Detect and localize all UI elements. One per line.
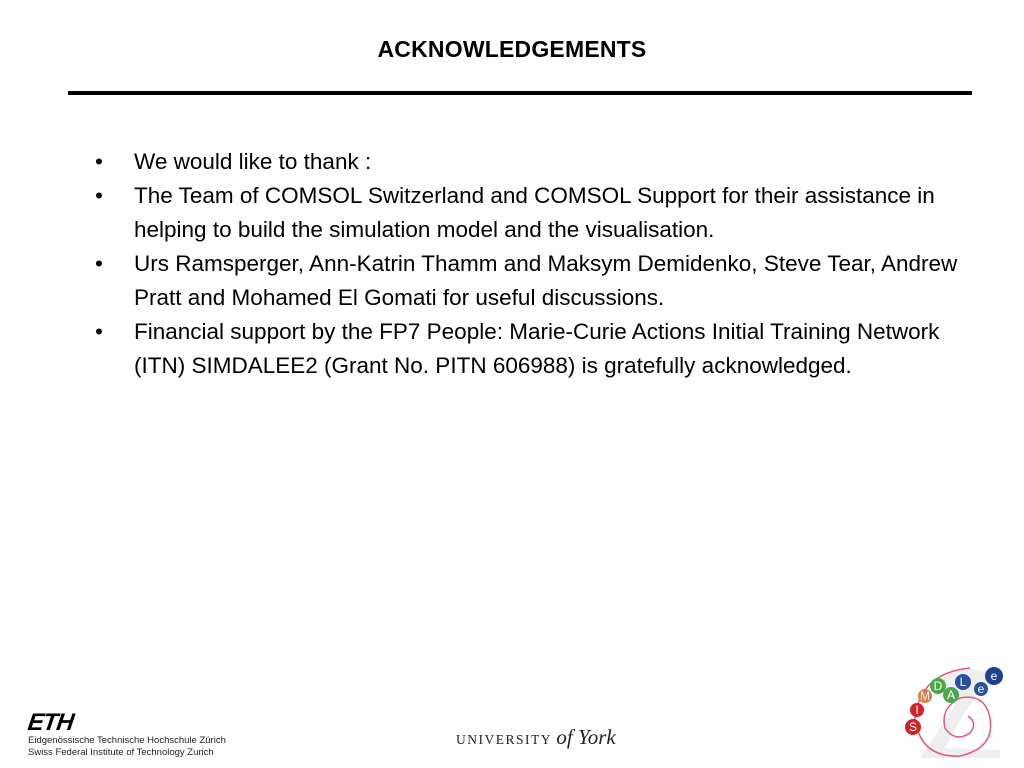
list-item (95, 247, 995, 315)
eth-logo (26, 709, 226, 759)
eth-name-de: Eidgenössische Technische Hochschule Zürich (28, 735, 226, 746)
svg-text:S: S (908, 720, 918, 734)
list-item (95, 145, 995, 179)
university-of-york-logo (456, 725, 616, 750)
svg-text:I: I (915, 703, 919, 717)
york-script-text: of York (556, 725, 616, 749)
acknowledgement-list (95, 145, 995, 383)
page-title: ACKNOWLEDGEMENTS (377, 36, 647, 62)
eth-mark: ETH (26, 709, 75, 736)
simdalee-logo (900, 658, 1015, 766)
list-item-text: The Team of COMSOL Switzerland and COMSOL Support for their assistance in helping to build the simulation model and the visualisation. (134, 183, 935, 242)
bullet-icon: • (95, 149, 103, 174)
svg-text:D: D (933, 679, 943, 693)
list-item (95, 179, 995, 247)
york-university-text: UNIVERSITY (456, 732, 552, 747)
list-item-text: Urs Ramsperger, Ann-Katrin Thamm and Maksym Demidenko, Steve Tear, Andrew Pratt and Mohamed El Gomati for useful discussions. (134, 251, 958, 310)
svg-text:e: e (977, 682, 985, 696)
svg-text:A: A (946, 688, 956, 702)
title-divider (68, 91, 972, 95)
bullet-icon: • (95, 319, 103, 344)
bullet-icon: • (95, 251, 103, 276)
list-item-text: We would like to thank : (134, 149, 372, 174)
list-item-text: Financial support by the FP7 People: Marie-Curie Actions Initial Training Network (ITN) SIMDALEE2 (Grant No. PITN 606988) is gratefully acknowledged. (134, 319, 940, 378)
svg-text:L: L (959, 675, 967, 689)
svg-text:e: e (990, 669, 998, 683)
list-item (95, 315, 995, 383)
eth-name-en: Swiss Federal Institute of Technology Zurich (28, 747, 214, 758)
svg-text:M: M (920, 689, 930, 703)
bullet-icon: • (95, 183, 103, 208)
